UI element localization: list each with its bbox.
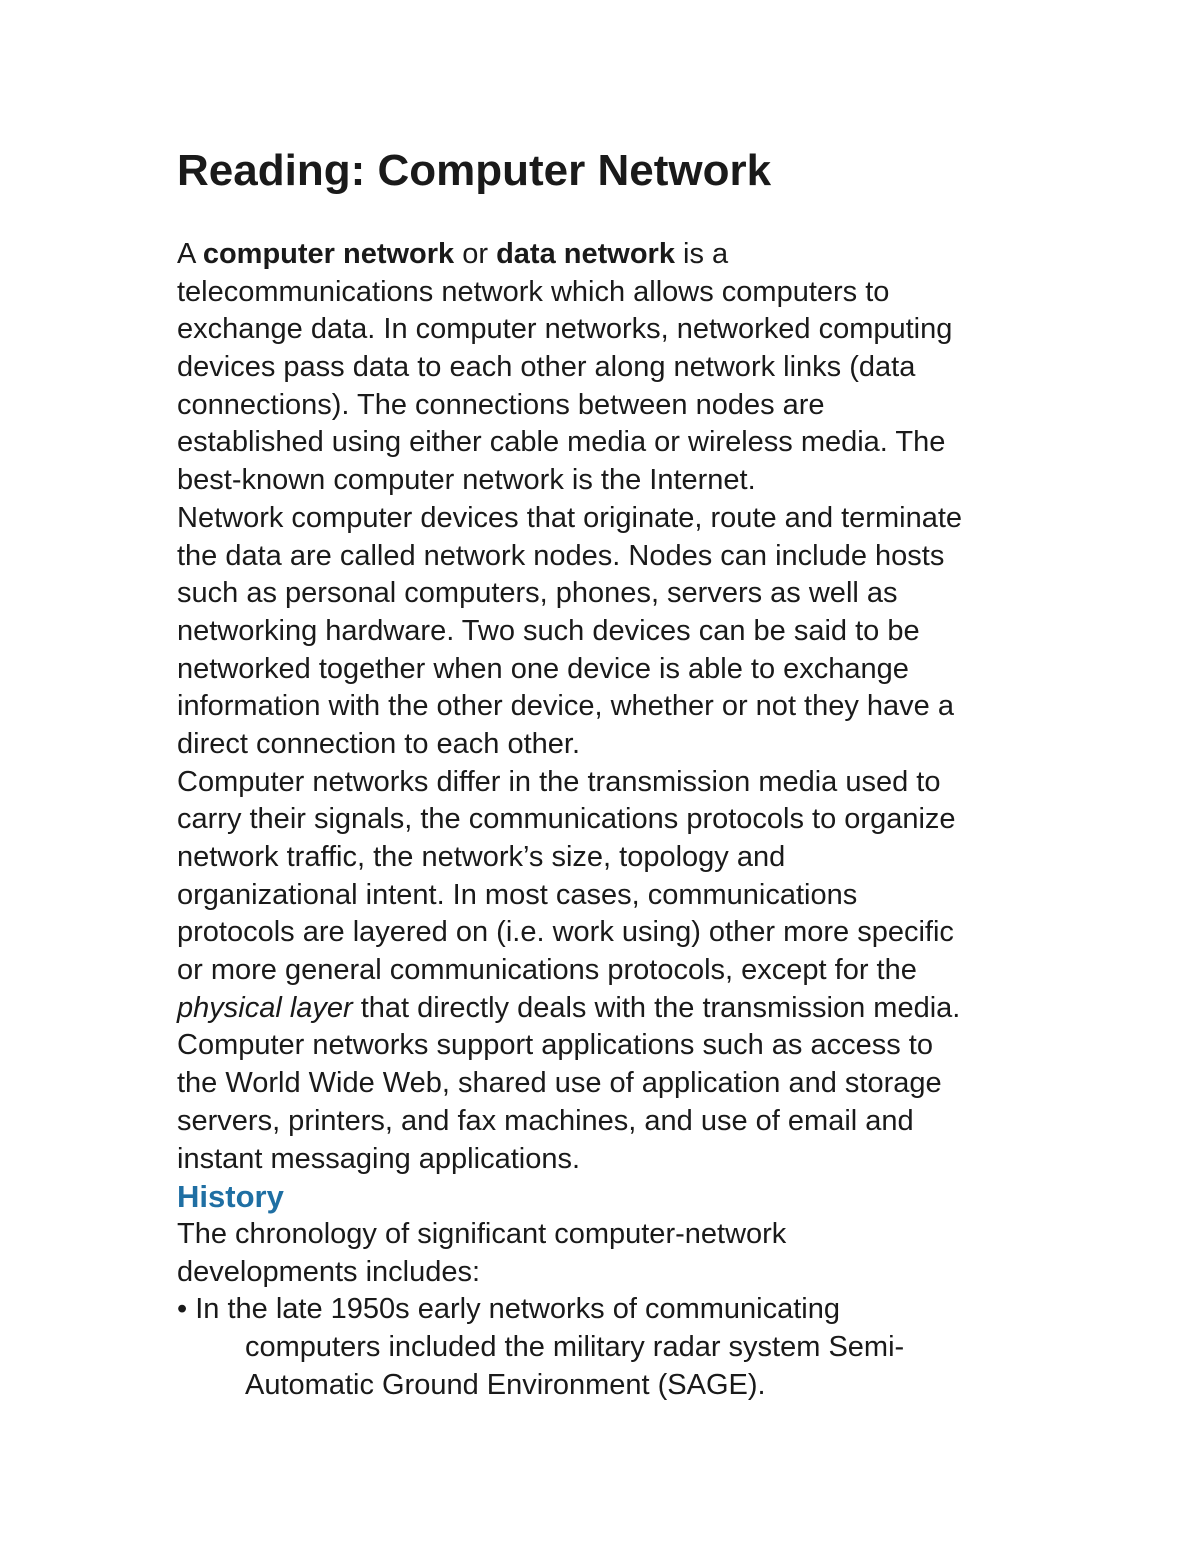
intro-line-6: established using either cable media or wireless media. The: [177, 426, 946, 459]
history-intro-line-2: developments includes:: [177, 1255, 481, 1288]
para2-line: direct connection to each other.: [177, 727, 581, 760]
para2-line: such as personal computers, phones, servers as well as: [177, 577, 898, 610]
intro-line-4: devices pass data to each other along network links (data: [177, 351, 916, 384]
intro-text: or: [454, 238, 497, 270]
intro-line-5: connections). The connections between nodes are: [177, 388, 825, 421]
para2-line: information with the other device, whether or not they have a: [177, 690, 954, 723]
para3-line-4: organizational intent. In most cases, communications: [177, 878, 858, 911]
para2-line: networked together when one device is able to exchange: [177, 652, 909, 685]
history-bullet-line-3: Automatic Ground Environment (SAGE).: [245, 1368, 766, 1401]
history-bullet-line-1: • In the late 1950s early networks of communicating: [177, 1293, 840, 1326]
para3-line-5: protocols are layered on (i.e. work using) other more specific: [177, 916, 954, 949]
intro-line-3: exchange data. In computer networks, networked computing: [177, 313, 953, 346]
para3-text: that directly deals with the transmission media.: [352, 991, 961, 1024]
para3-line-2: carry their signals, the communications protocols to organize: [177, 803, 956, 836]
para2-line: the data are called network nodes. Nodes can include hosts: [177, 539, 945, 572]
intro-line-1: [177, 236, 1047, 274]
para3-line-7: [177, 990, 1047, 1028]
history-intro-line-1: The chronology of significant computer-network: [177, 1217, 787, 1250]
page-title: Reading: Computer Network: [177, 146, 772, 195]
term-data-network: data network: [496, 238, 675, 270]
para3-line-3: network traffic, the network’s size, topology and: [177, 841, 786, 873]
para4-line: servers, printers, and fax machines, and use of email and: [177, 1104, 914, 1137]
intro-text: is a: [674, 238, 729, 270]
para4-line: Computer networks support applications such as access to: [177, 1029, 933, 1062]
history-heading: History: [177, 1179, 284, 1215]
para2-line: networking hardware. Two such devices can be said to be: [177, 614, 920, 647]
para4-line: instant messaging applications.: [177, 1142, 581, 1175]
para2-line: Network computer devices that originate, route and terminate: [177, 501, 963, 534]
para4-line: the World Wide Web, shared use of application and storage: [177, 1067, 942, 1100]
intro-text: A: [177, 238, 203, 270]
term-computer-network: computer network: [202, 238, 455, 270]
para3-line-6: or more general communications protocols, except for the: [177, 954, 917, 987]
document-body: [177, 236, 1047, 1404]
para3-line-1: Computer networks differ in the transmission media used to: [177, 765, 941, 798]
history-bullet-line-2: computers included the military radar system Semi-: [245, 1330, 905, 1363]
intro-line-2: telecommunications network which allows computers to: [177, 275, 890, 308]
intro-line-7: best-known computer network is the Internet.: [177, 464, 756, 497]
term-physical-layer: physical layer: [177, 991, 353, 1024]
